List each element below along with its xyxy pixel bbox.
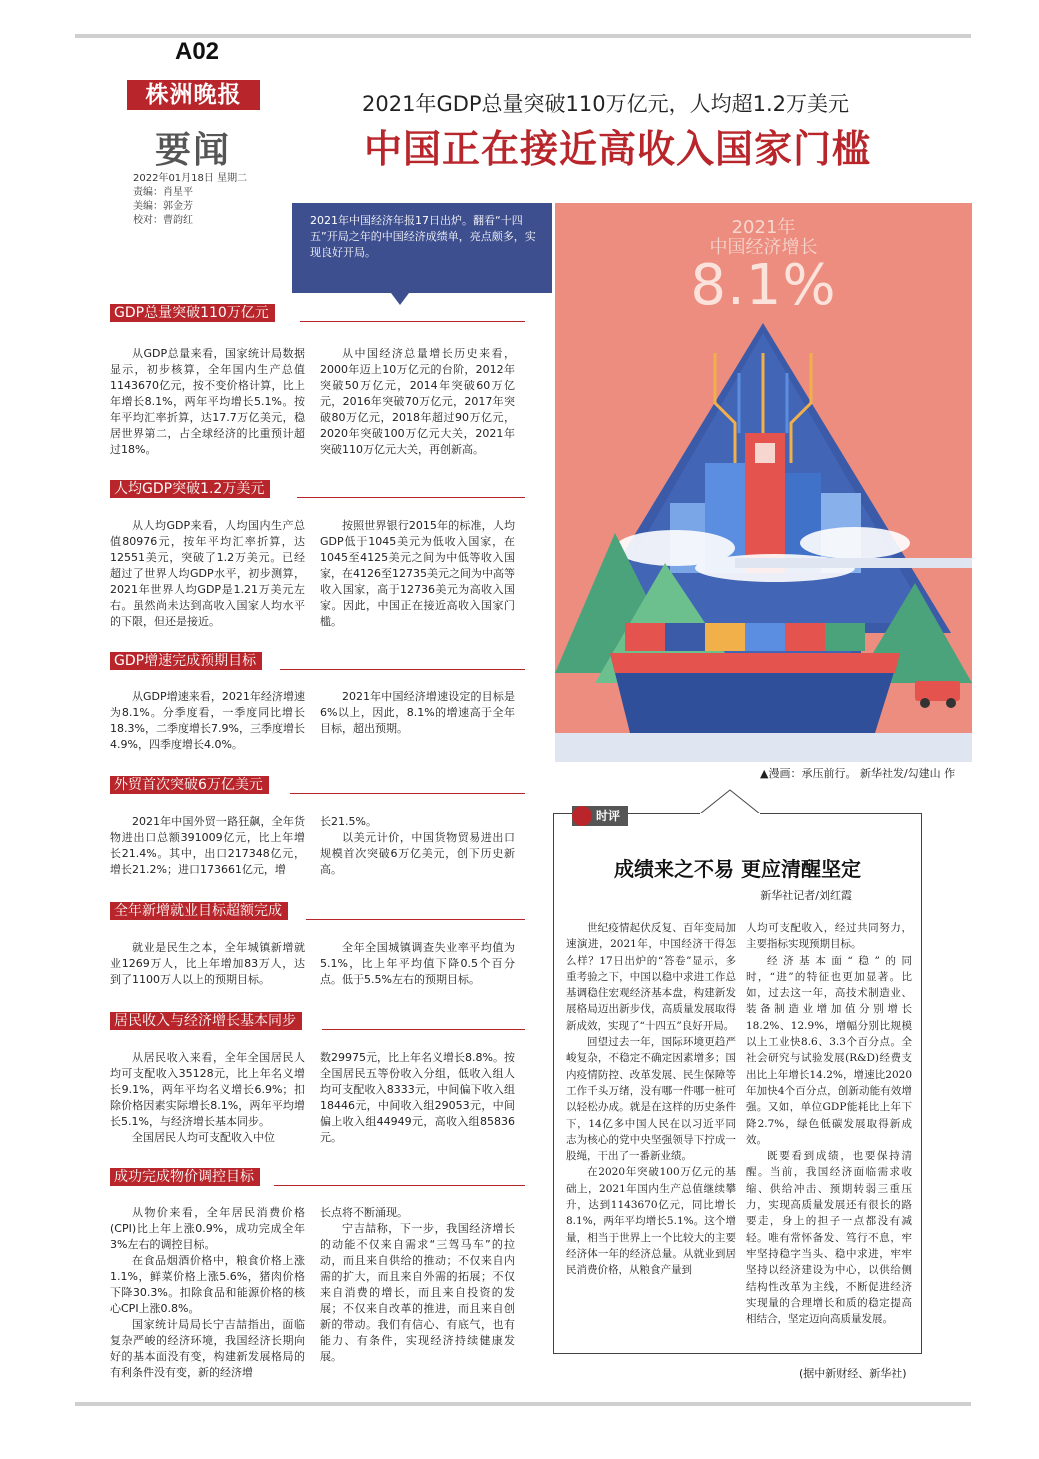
section-prices-left [110,1205,305,1381]
meta-editor: 责编：肖星平 [133,187,193,198]
commentary-tag: 时评 [572,806,628,826]
paragraph: 世纪疫情起伏反复、百年变局加速演进，2021年，中国经济干得怎么样？17日出炉的“答卷”显示，多重考验之下，中国以稳中求进工作总基调稳住宏观经济基本盘，构建新发展格局迈出新步伐，高质量发展取得新成效，实现了“十四五”良好开局。 [566,922,736,1032]
section-gdp-growth-right [320,689,515,737]
section-head-prices: 成功完成物价调控目标 [110,1168,260,1186]
headline: 中国正在接近高收入国家门槛 [364,127,872,171]
paragraph: 长21.5%。 [320,815,377,828]
page-meta [133,172,247,228]
section-income-right [320,1050,515,1146]
section-employment-right [320,940,515,988]
section-head-employment: 全年新增就业目标超额完成 [110,902,288,920]
paragraph: 全年全国城镇调查失业率平均值为5.1%，比上年平均值下降0.5个百分点。低于5.5%左右的预期目标。 [320,941,515,986]
paragraph: 宁吉喆称，下一步，我国经济增长的动能不仅来自需求“三驾马车”的拉动，而且来自供给的推动；不仅来自内需的扩大，而且来自外需的拓展；不仅来自消费的增长，而且来自投资的发展；不仅来自改革的推进，而且来自创新的带动。我们有信心、有底气，也有能力、有条件，实现经济持续健康发展。 [320,1222,515,1363]
paragraph: 2021年中国经济增速设定的目标是6%以上，因此，8.1%的增速高于全年目标，超出预期。 [320,690,515,735]
rail-bridge [735,558,972,568]
illustration-year: 2021年 [731,217,796,238]
section-rule [322,1029,525,1030]
lead-box: 2021年中国经济年报17日出炉。翻看“十四五”开局之年的中国经济成绩单，亮点颇多，实现良好开局。 [292,203,552,293]
section-name: 要闻 [155,129,232,171]
commentary-tag-icon [572,806,592,826]
section-gdp-total-right [320,346,515,458]
paragraph: 从GDP增速来看，2021年经济增速为8.1%。分季度看，一季度同比增长18.3%，二季度增长7.9%，三季度增长4.9%，四季度增长4.0%。 [110,690,305,751]
illustration-caption: ▲漫画：承压前行。 新华社发/勾建山 作 [760,767,956,780]
commentary-col-right [746,920,912,1327]
paragraph: 长点将不断涌现。 [320,1206,408,1219]
source-note: (据中新财经、新华社) [799,1367,907,1380]
section-head-income: 居民收入与经济增长基本同步 [110,1012,302,1030]
meta-designer: 美编：郭金芳 [133,201,193,212]
paragraph: 经济基本面“稳”的同时，“进”的特征也更加显著。比如，过去这一年，高技术制造业、装备制造业增加值分别增长18.2%、12.9%，增幅分别比规模以上工业快8.6、3.3个百分点。全社会研究与试验发展(R&D)经费支出比上年增长14.2%，增速比2020年加快4个百分点，创新动能有效增强。又如，单位GDP能耗比上年下降2.7%，绿色低碳发展取得新成效。 [746,954,912,1146]
commentary-notch [700,788,760,815]
section-rule [300,321,525,322]
section-rule [306,919,525,920]
commentary-title: 成绩来之不易 更应清醒坚定 [614,857,861,881]
section-head-gdp-growth: GDP增速完成预期目标 [110,652,262,670]
section-gdp-per-capita-left [110,518,305,630]
illustration-growth-value: 8.1% [690,253,837,318]
section-head-foreign-trade: 外贸首次突破6万亿美元 [110,776,269,794]
section-gdp-growth-left [110,689,305,753]
bottom-rule [75,1402,971,1406]
paragraph: 以美元计价，中国货物贸易进出口规模首次突破6万亿美元，创下历史新高。 [320,831,515,876]
section-rule [280,669,525,670]
paragraph: 从居民收入来看，全年全国居民人均可支配收入35128元，比上年名义增长9.1%，两年平均名义增长6.9%；扣除价格因素实际增长8.1%，两年平均增长5.1%，与经济增长基本同步。 [110,1051,305,1128]
paragraph: 从人均GDP来看，人均国内生产总值80976元，按年平均汇率折算，达12551美元，突破了1.2万美元。已经超过了世界人均GDP水平，初步测算，2021年世界人均GDP是1.21万美元左右。虽然尚未达到高收入国家人均水平的下限，但还是接近。 [110,519,305,628]
paragraph: 全国居民人均可支配收入中位 [132,1131,275,1144]
meta-date: 2022年01月18日 星期二 [133,173,248,184]
lead-pointer [391,293,409,305]
section-foreign-trade-right [320,814,515,878]
section-head-gdp-total: GDP总量突破110万亿元 [110,304,275,322]
section-gdp-per-capita-right [320,518,515,630]
water [555,733,972,762]
illustration [555,203,972,762]
section-rule [274,1185,525,1186]
paragraph: 在食品烟酒价格中，粮食价格上涨1.1%，鲜菜价格上涨5.6%，猪肉价格下降30.3%。扣除食品和能源价格的核心CPI上涨0.8%。 [110,1254,305,1315]
masthead-logo: 株洲晚报 [127,80,260,110]
section-foreign-trade-left [110,814,305,878]
containers [625,623,865,651]
paragraph: 在2020年突破100万亿元的基础上，2021年国内生产总值继续攀升，达到1143670亿元，同比增长8.1%，两年平均增长5.1%。这个增量，相当于世界上一个比较大的主要经济体一年的经济总量。从就业到居民消费价格，从粮食产量到 [566,1166,736,1277]
paragraph: 从物价来看，全年居民消费价格(CPI)比上年上涨0.9%，成功完成全年3%左右的调控目标。 [110,1206,305,1251]
paragraph: 国家统计局局长宁吉喆指出，面临复杂严峻的经济环境，我国经济长期向好的基本面没有变，构建新发展格局的有利条件没有变，新的经济增 [110,1318,305,1379]
section-prices-right [320,1205,515,1365]
section-gdp-total-left [110,346,305,458]
paragraph: 从中国经济总量增长历史来看，2000年迈上10万亿元的台阶，2012年突破50万亿元，2014年突破60万亿元，2016年突破70万亿元，2017年突破80万亿元，2018年超过90万亿元，2020年突破100万亿元大关，2021年突破110万亿元大关，再创新高。 [320,347,515,456]
paragraph: 人均可支配收入，经过共同努力，主要指标实现预期目标。 [746,922,912,951]
meta-proofreader: 校对：曹韵红 [133,215,193,226]
section-rule [297,497,525,498]
page-number: A02 [175,38,220,65]
paragraph: 从GDP总量来看，国家统计局数据显示，初步核算，全年国内生产总值1143670亿元，按不变价格计算，比上年增长8.1%，两年平均增长5.1%。按年平均汇率折算，达17.7万亿美元，稳居世界第二，占全球经济的比重预计超过18%。 [110,347,305,456]
paragraph: 就业是民生之本，全年城镇新增就业1269万人，比上年增加83万人，达到了1100万人以上的预期目标。 [110,941,305,986]
truck-icon [915,681,960,708]
paragraph: 数29975元，比上年名义增长8.8%。按全国居民五等份收入分组，低收入组人均可支配收入8333元，中间偏下收入组18446元，中间收入组29053元，中间偏上收入组44949元，高收入组85836元。 [320,1051,515,1144]
paragraph: 按照世界银行2015年的标准，人均GDP低于1045美元为低收入国家，在1045至4125美元之间为中低等收入国家，在4126至12735美元之间为中高等收入国家，高于12736美元为高收入国家。因此，中国正在接近高收入国家门槛。 [320,519,515,628]
illustration-label: 中国经济增长 [709,237,818,258]
paragraph: 回望过去一年，国际环境更趋严峻复杂，不稳定不确定因素增多；国内疫情防控、改革发展、民生保障等工作千头万绪，没有哪一件哪一桩可以轻松办成。就是在这样的历史条件下，14亿多中国人民在以习近平同志为核心的党中央坚强领导下拧成一股绳，干出了一番新业绩。 [566,1036,736,1163]
section-head-gdp-per-capita: 人均GDP突破1.2万美元 [110,480,270,498]
commentary-col-left [566,920,736,1279]
subheadline: 2021年GDP总量突破110万亿元，人均超1.2万美元 [362,92,850,116]
paragraph: 既要看到成绩，也要保持清醒。当前，我国经济面临需求收缩、供给冲击、预期转弱三重压力，实现高质量发展还有很长的路要走，身上的担子一点都没有减轻。唯有常怀备发、笃行不息，牢牢坚持稳字当头、稳中求进，牢牢坚持以经济建设为中心，以供给侧结构性改革为主线，不断促进经济实现量的合理增长和质的稳定提高相结合，坚定迈向高质量发展。 [746,1150,912,1326]
paragraph: 2021年中国外贸一路狂飙，全年货物进出口总额391009亿元，比上年增长21.4%。其中，出口217348亿元，增长21.2%；进口173661亿元，增 [110,815,305,876]
section-employment-left [110,940,305,988]
section-income-left [110,1050,305,1146]
commentary-byline: 新华社记者/刘红霞 [760,889,852,902]
section-rule [290,793,525,794]
